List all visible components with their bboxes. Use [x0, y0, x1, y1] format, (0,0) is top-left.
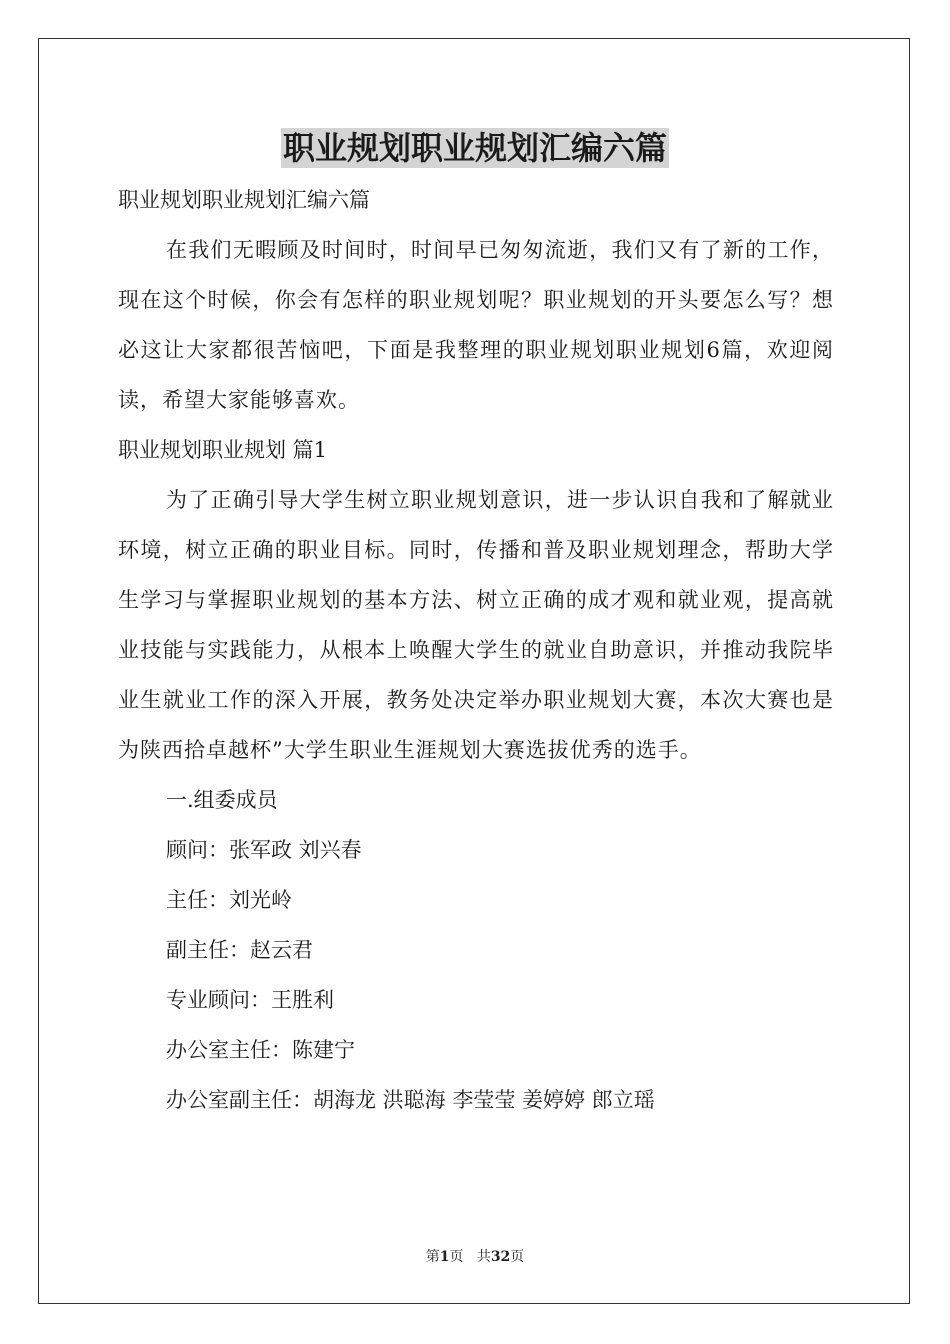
subtitle-line: 职业规划职业规划汇编六篇	[118, 188, 370, 212]
member-line: 专业顾问：王胜利	[166, 988, 334, 1012]
member-line: 主任：刘光岭	[166, 888, 292, 912]
footer-total-suffix: 页	[510, 1249, 525, 1265]
page-footer	[0, 1247, 950, 1267]
footer-total-prefix: 共	[476, 1249, 491, 1265]
member-line: 办公室副主任：胡海龙 洪聪海 李莹莹 姜婷婷 郎立瑶	[166, 1088, 655, 1112]
committee-heading: 一.组委成员	[166, 788, 278, 812]
member-line: 副主任：赵云君	[166, 938, 313, 962]
intro-paragraph: 在我们无暇顾及时间时，时间早已匆匆流逝，我们又有了新的工作，现在这个时候，你会有怎样的职业规划呢？职业规划的开头要怎么写？想必这让大家都很苦恼吧，下面是我整理的职业规划职业规划6篇，欢迎阅读，希望大家能够喜欢。	[118, 238, 834, 412]
section-paragraph: 为了正确引导大学生树立职业规划意识，进一步认识自我和了解就业环境，树立正确的职业目标。同时，传播和普及职业规划理念，帮助大学生学习与掌握职业规划的基本方法、树立正确的成才观和就业观，提高就业技能与实践能力，从根本上唤醒大学生的就业自助意识，并推动我院毕业生就业工作的深入开展，教务处决定举办职业规划大赛，本次大赛也是为陕西拾卓越杯”大学生职业生涯规划大赛选拔优秀的选手。	[118, 488, 834, 762]
member-line: 顾问：张军政 刘兴春	[166, 838, 362, 862]
footer-page-prefix: 第	[425, 1249, 440, 1265]
footer-page-number: 1	[439, 1249, 450, 1265]
section-heading: 职业规划职业规划 篇1	[118, 438, 328, 462]
document-title: 职业规划职业规划汇编六篇	[282, 129, 667, 167]
member-line: 办公室主任：陈建宁	[166, 1038, 355, 1062]
footer-page-suffix: 页	[449, 1249, 464, 1265]
title-container	[0, 128, 950, 168]
footer-total-number: 32	[490, 1249, 511, 1265]
document-body	[118, 175, 834, 1125]
